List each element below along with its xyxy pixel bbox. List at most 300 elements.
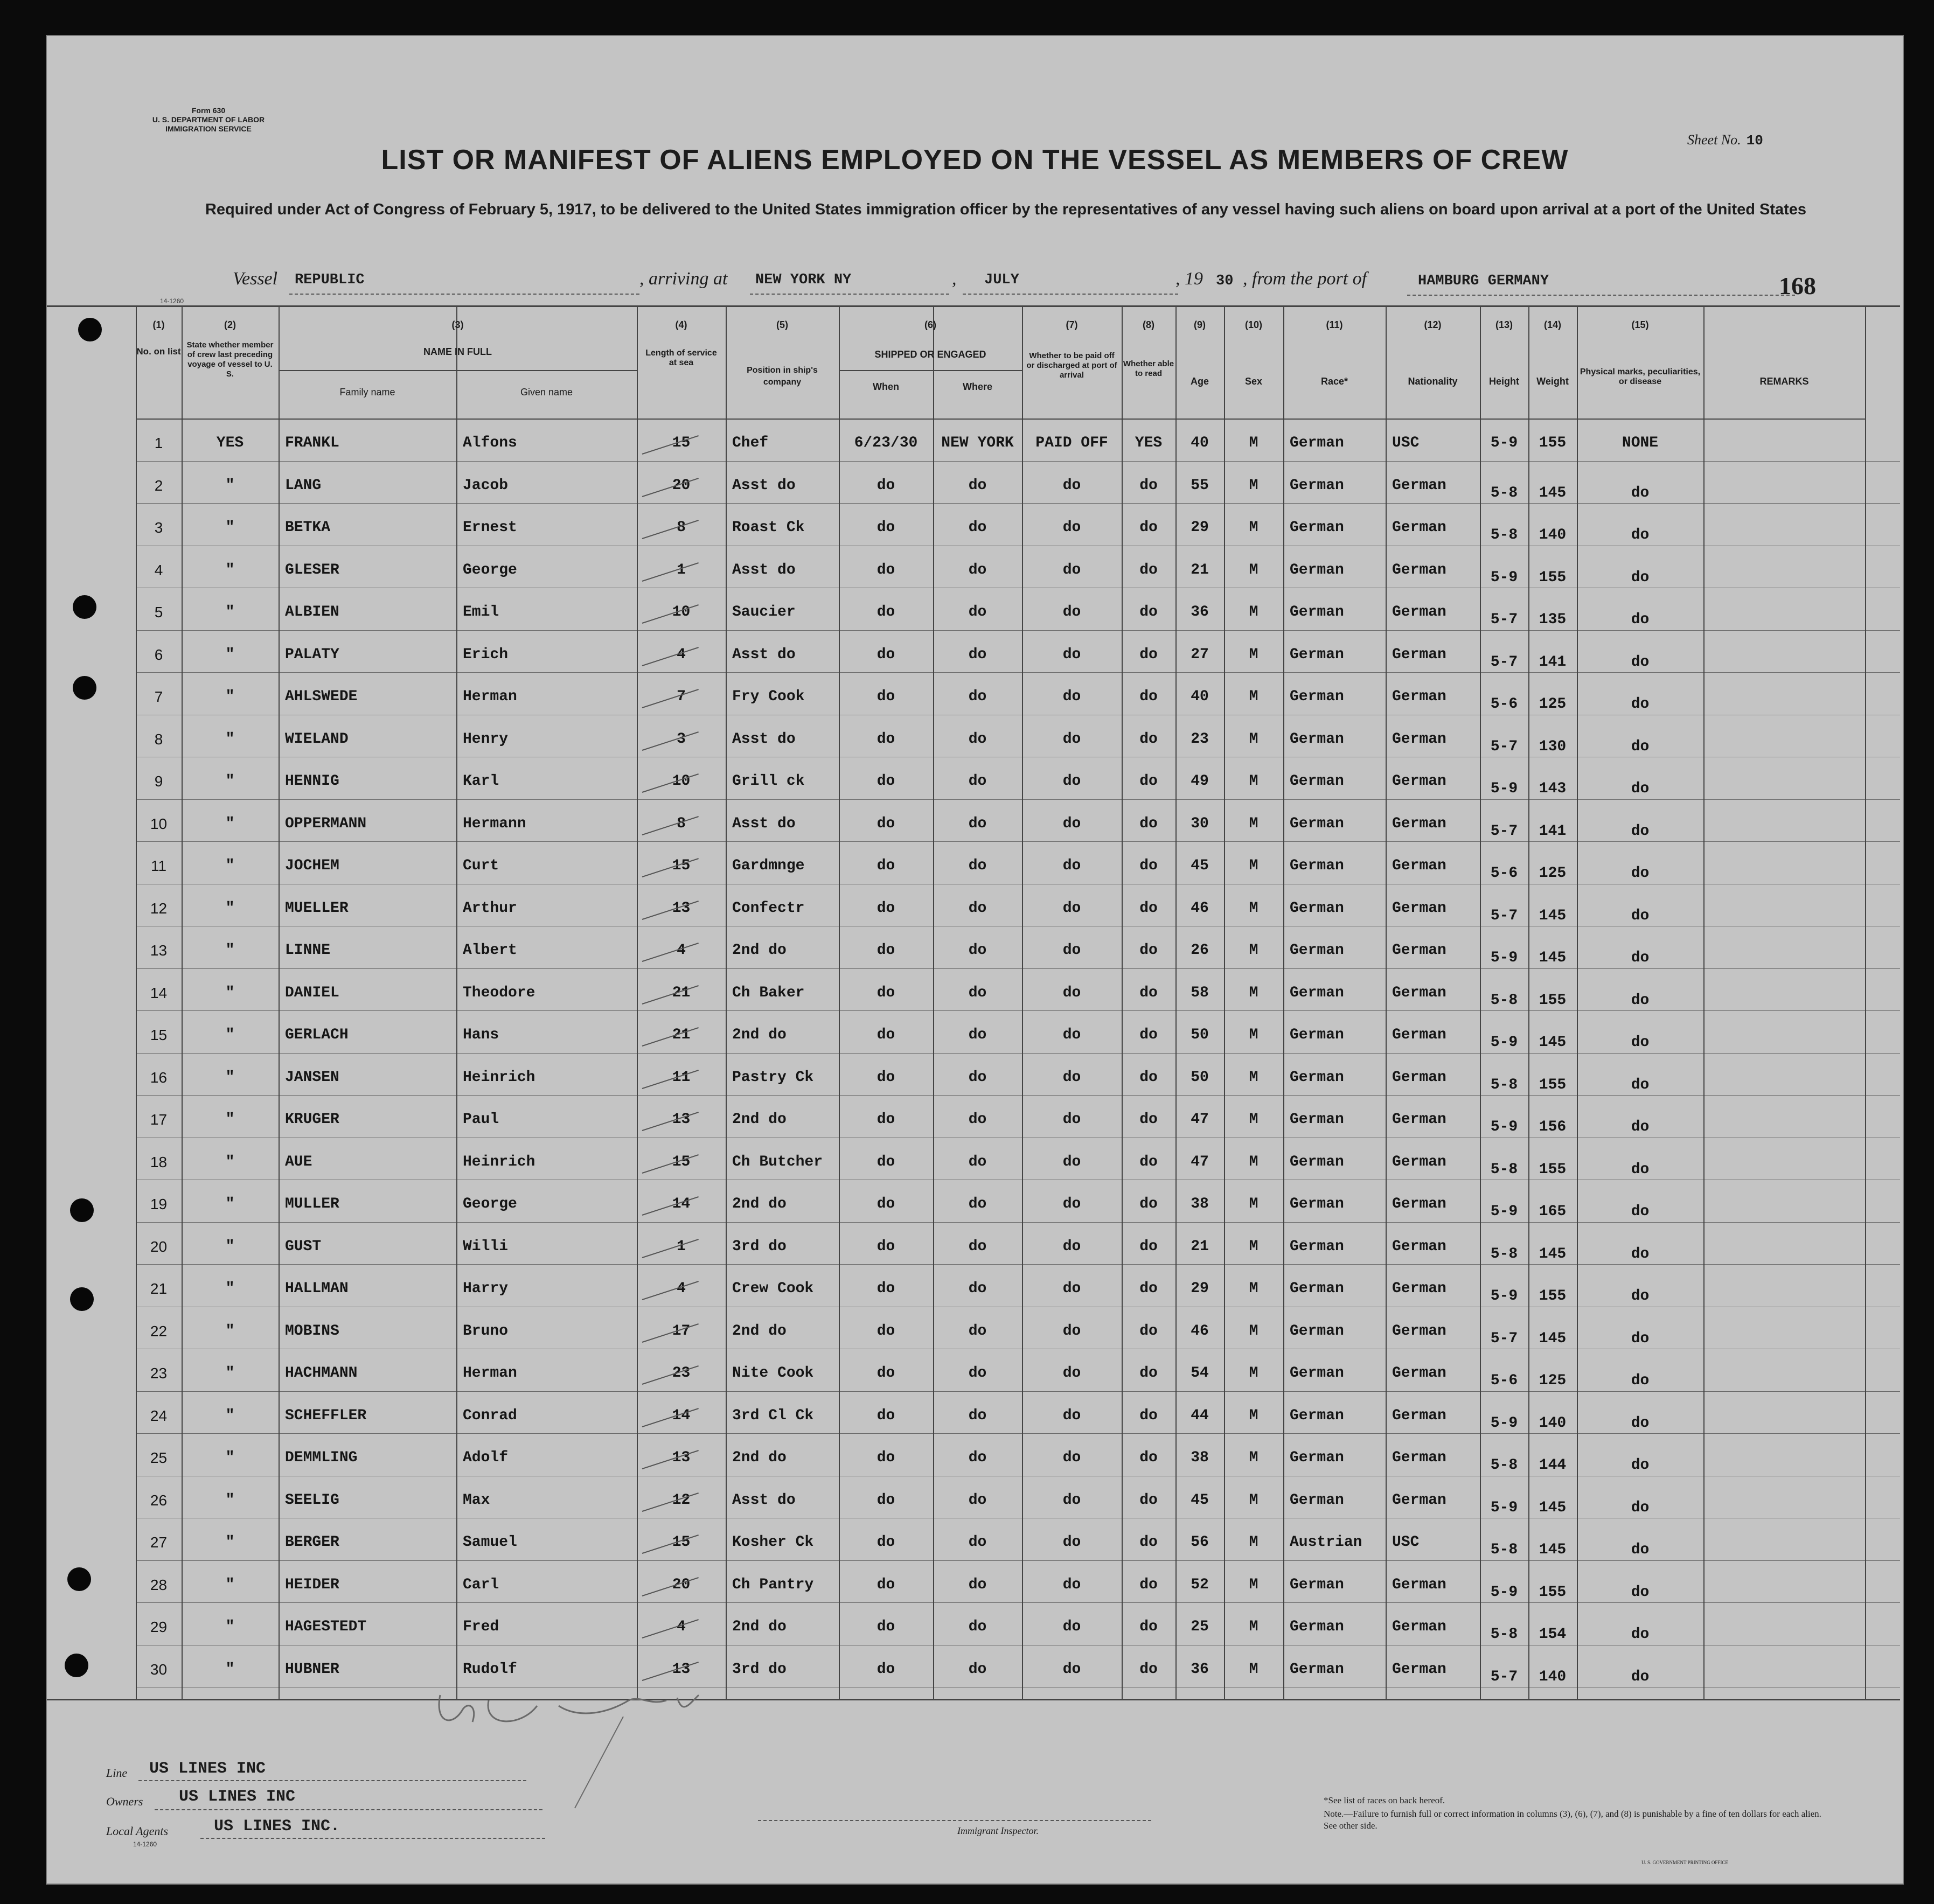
- cell-sex: M: [1249, 730, 1258, 748]
- cell-age: 45: [1191, 857, 1209, 874]
- cell-given: Heinrich: [463, 1153, 535, 1170]
- cell-family: SCHEFFLER: [285, 1407, 367, 1424]
- cell-weight: 154: [1539, 1626, 1567, 1643]
- cell-paid: do: [1062, 1661, 1081, 1678]
- cell-weight: 141: [1539, 653, 1567, 671]
- cell-given: Samuel: [463, 1534, 517, 1551]
- cell-marks: do: [1631, 527, 1650, 543]
- cell-paid: do: [1062, 1027, 1081, 1043]
- pencil-tick-mark: [642, 1619, 699, 1638]
- cell-height: 5-8: [1490, 1542, 1518, 1558]
- cell-when: do: [876, 604, 895, 620]
- cell-when: do: [876, 1238, 895, 1255]
- cell-read: do: [1139, 1196, 1158, 1212]
- cell-prev: ": [225, 1153, 235, 1170]
- cell-sex: M: [1249, 1576, 1258, 1593]
- cell-paid: do: [1062, 1196, 1081, 1212]
- col-num-11: (11): [1326, 319, 1343, 330]
- column-rule: [1480, 305, 1481, 1699]
- header-remarks: REMARKS: [1759, 376, 1809, 387]
- cell-given: Erich: [463, 646, 509, 663]
- cell-marks: do: [1631, 1457, 1650, 1474]
- col-num-12: (12): [1424, 319, 1442, 330]
- inspector-signature: [397, 1684, 747, 1824]
- cell-weight: 155: [1539, 1076, 1567, 1093]
- cell-no: 8: [154, 730, 163, 748]
- cell-paid: PAID OFF: [1035, 435, 1108, 451]
- cell-race: German: [1290, 688, 1344, 705]
- cell-when: do: [876, 1027, 895, 1043]
- cell-age: 23: [1191, 730, 1209, 748]
- cell-no: 12: [150, 899, 168, 917]
- cell-sex: M: [1249, 1027, 1258, 1043]
- cell-when: do: [876, 773, 895, 790]
- cell-read: do: [1139, 1280, 1158, 1297]
- cell-prev: ": [225, 1619, 235, 1635]
- column-rule: [839, 305, 840, 1699]
- cell-sex: M: [1249, 1238, 1258, 1255]
- cell-read: do: [1139, 730, 1158, 748]
- cell-age: 49: [1191, 773, 1209, 790]
- cell-marks: do: [1631, 950, 1650, 966]
- vessel-label: Vessel: [233, 269, 278, 289]
- cell-sex: M: [1249, 1449, 1258, 1466]
- cell-height: 5-6: [1490, 865, 1518, 882]
- column-rule: [279, 305, 280, 1699]
- agents-value: US LINES INC.: [214, 1817, 340, 1836]
- column-rule: [726, 305, 727, 1699]
- cell-no: 1: [154, 435, 163, 451]
- cell-race: Austrian: [1290, 1534, 1362, 1551]
- column-rule: [136, 305, 137, 1699]
- cell-marks: do: [1631, 1330, 1650, 1347]
- cell-given: George: [463, 561, 517, 578]
- cell-service: 20: [672, 477, 691, 494]
- row-rule: [136, 1391, 1900, 1392]
- cell-race: German: [1290, 857, 1344, 874]
- cell-prev: ": [225, 899, 235, 917]
- form-identifier: [128, 106, 289, 134]
- column-rule: [1386, 305, 1387, 1699]
- cell-read: do: [1139, 1491, 1158, 1509]
- cell-family: SEELIG: [285, 1491, 339, 1509]
- cell-marks: do: [1631, 1203, 1650, 1220]
- cell-weight: 141: [1539, 822, 1567, 840]
- punch-hole: [70, 1198, 94, 1222]
- cell-where: do: [968, 1027, 987, 1043]
- cell-prev: ": [225, 1491, 235, 1509]
- cell-weight: 143: [1539, 780, 1567, 797]
- cell-age: 38: [1191, 1449, 1209, 1466]
- cell-age: 50: [1191, 1027, 1209, 1043]
- cell-nat: German: [1392, 730, 1446, 748]
- cell-race: German: [1290, 899, 1344, 917]
- cell-no: 15: [150, 1027, 168, 1043]
- cell-prev: ": [225, 1238, 235, 1255]
- cell-where: do: [968, 1534, 987, 1551]
- cell-no: 18: [150, 1153, 168, 1170]
- cell-marks: do: [1631, 1245, 1650, 1263]
- cell-given: Willi: [463, 1238, 509, 1255]
- cell-age: 46: [1191, 899, 1209, 917]
- col-num-7: (7): [1066, 319, 1078, 330]
- cell-where: do: [968, 604, 987, 620]
- cell-race: German: [1290, 730, 1344, 748]
- col-num-4: (4): [675, 319, 687, 330]
- header-when: When: [873, 381, 899, 392]
- cell-read: do: [1139, 1365, 1158, 1382]
- cell-position: Ch Baker: [732, 984, 805, 1001]
- cell-prev: ": [225, 1196, 235, 1212]
- cell-position: Asst do: [732, 561, 796, 578]
- cell-age: 29: [1191, 519, 1209, 536]
- cell-when: do: [876, 899, 895, 917]
- cell-position: Nite Cook: [732, 1365, 814, 1382]
- column-rule: [1528, 305, 1529, 1699]
- header-weight: Weight: [1536, 376, 1569, 387]
- cell-nat: German: [1392, 1576, 1446, 1593]
- cell-age: 52: [1191, 1576, 1209, 1593]
- cell-where: do: [968, 1238, 987, 1255]
- cell-sex: M: [1249, 561, 1258, 578]
- cell-no: 14: [150, 984, 168, 1001]
- cell-service: 3: [677, 730, 686, 748]
- cell-where: do: [968, 1069, 987, 1086]
- cell-marks: do: [1631, 865, 1650, 882]
- cell-service: 13: [672, 1449, 691, 1466]
- cell-where: do: [968, 1322, 987, 1340]
- cell-prev: ": [225, 1322, 235, 1340]
- cell-service: 1: [677, 1238, 686, 1255]
- cell-where: do: [968, 561, 987, 578]
- cell-no: 13: [150, 942, 168, 959]
- cell-nat: German: [1392, 773, 1446, 790]
- cell-given: Carl: [463, 1576, 499, 1593]
- cell-weight: 145: [1539, 1034, 1567, 1051]
- cell-when: do: [876, 1069, 895, 1086]
- cell-when: do: [876, 1491, 895, 1509]
- cell-read: do: [1139, 1069, 1158, 1086]
- cell-service: 13: [672, 1111, 691, 1128]
- cell-position: 2nd do: [732, 1322, 787, 1340]
- cell-position: Ch Butcher: [732, 1153, 823, 1170]
- cell-service: 4: [677, 1619, 686, 1635]
- cell-height: 5-6: [1490, 696, 1518, 713]
- cell-paid: do: [1062, 1322, 1081, 1340]
- cell-weight: 155: [1539, 435, 1567, 451]
- cell-paid: do: [1062, 1619, 1081, 1635]
- header-age: Age: [1190, 376, 1209, 387]
- row-rule: [136, 1602, 1900, 1603]
- cell-service: 4: [677, 646, 686, 663]
- cell-where: do: [968, 942, 987, 959]
- sheet-value: 10: [1746, 132, 1763, 149]
- col-num-2: (2): [224, 319, 236, 330]
- races-note: *See list of races on back hereof.: [1324, 1795, 1445, 1805]
- cell-race: German: [1290, 477, 1344, 494]
- cell-given: Adolf: [463, 1449, 509, 1466]
- cell-height: 5-7: [1490, 1668, 1518, 1685]
- cell-read: do: [1139, 604, 1158, 620]
- pencil-tick-mark: [642, 1281, 699, 1300]
- cell-nat: German: [1392, 815, 1446, 832]
- cell-paid: do: [1062, 688, 1081, 705]
- cell-height: 5-9: [1490, 1203, 1518, 1220]
- cell-service: 8: [677, 519, 686, 536]
- cell-paid: do: [1062, 773, 1081, 790]
- col-num-15: (15): [1631, 319, 1649, 330]
- cell-read: do: [1139, 646, 1158, 663]
- cell-marks: do: [1631, 653, 1650, 671]
- cell-when: 6/23/30: [854, 435, 918, 451]
- cell-age: 55: [1191, 477, 1209, 494]
- cell-service: 17: [672, 1322, 691, 1340]
- cell-prev: ": [225, 1449, 235, 1466]
- header-family-name: Family name: [339, 387, 395, 397]
- cell-given: Herman: [463, 688, 517, 705]
- cell-weight: 145: [1539, 484, 1567, 501]
- from-port: HAMBURG GERMANY: [1418, 273, 1549, 289]
- punch-hole: [67, 1567, 91, 1591]
- cell-family: LANG: [285, 477, 322, 494]
- cell-where: do: [968, 1111, 987, 1128]
- cell-position: 3rd do: [732, 1661, 787, 1678]
- cell-service: 11: [672, 1069, 691, 1086]
- cell-read: do: [1139, 1027, 1158, 1043]
- cell-height: 5-8: [1490, 1076, 1518, 1093]
- cell-age: 21: [1191, 1238, 1209, 1255]
- subtitle: Required under Act of Congress of February 5, 1917, to be delivered to the United States immigration officer by the representatives of any vessel having such aliens on board upon arrival at a port of the United States: [205, 201, 1807, 218]
- cell-where: do: [968, 1449, 987, 1466]
- cell-weight: 145: [1539, 1330, 1567, 1347]
- cell-family: HEIDER: [285, 1576, 339, 1593]
- cell-prev: ": [225, 1069, 235, 1086]
- cell-prev: ": [225, 604, 235, 620]
- cell-marks: do: [1631, 1372, 1650, 1389]
- cell-age: 56: [1191, 1534, 1209, 1551]
- cell-height: 5-9: [1490, 435, 1518, 451]
- cell-paid: do: [1062, 561, 1081, 578]
- cell-family: WIELAND: [285, 730, 349, 748]
- cell-weight: 145: [1539, 1542, 1567, 1558]
- cell-service: 14: [672, 1196, 691, 1212]
- cell-nat: German: [1392, 1153, 1446, 1170]
- cell-no: 17: [150, 1111, 168, 1128]
- cell-service: 13: [672, 899, 691, 917]
- header-sex: Sex: [1244, 376, 1263, 387]
- cell-read: do: [1139, 1153, 1158, 1170]
- cell-when: do: [876, 1407, 895, 1424]
- cell-race: German: [1290, 1449, 1344, 1466]
- cell-no: 7: [154, 688, 163, 705]
- form-number: Form 630: [191, 106, 226, 115]
- pencil-tick-mark: [642, 731, 699, 751]
- cell-height: 5-8: [1490, 484, 1518, 501]
- cell-paid: do: [1062, 1491, 1081, 1509]
- cell-where: do: [968, 1661, 987, 1678]
- cell-given: Hans: [463, 1027, 499, 1043]
- cell-marks: do: [1631, 1119, 1650, 1135]
- cell-nat: German: [1392, 477, 1446, 494]
- cell-weight: 156: [1539, 1119, 1567, 1135]
- cell-race: German: [1290, 1069, 1344, 1086]
- cell-prev: ": [225, 561, 235, 578]
- cell-position: 2nd do: [732, 1449, 787, 1466]
- cell-no: 27: [150, 1534, 168, 1551]
- cell-paid: do: [1062, 1449, 1081, 1466]
- cell-given: George: [463, 1196, 517, 1212]
- cell-when: do: [876, 1534, 895, 1551]
- cell-weight: 165: [1539, 1203, 1567, 1220]
- cell-age: 44: [1191, 1407, 1209, 1424]
- cell-family: JOCHEM: [285, 857, 339, 874]
- cell-sex: M: [1249, 984, 1258, 1001]
- cell-no: 6: [154, 646, 163, 663]
- cell-marks: NONE: [1622, 435, 1659, 451]
- col-num-6: (6): [924, 319, 936, 330]
- cell-when: do: [876, 1280, 895, 1297]
- cell-age: 47: [1191, 1153, 1209, 1170]
- cell-prev: ": [225, 730, 235, 748]
- cell-weight: 155: [1539, 992, 1567, 1009]
- cell-prev: ": [225, 773, 235, 790]
- cell-when: do: [876, 1111, 895, 1128]
- cell-age: 46: [1191, 1322, 1209, 1340]
- year-prefix: , 19: [1175, 269, 1203, 289]
- cell-read: do: [1139, 857, 1158, 874]
- cell-marks: do: [1631, 907, 1650, 924]
- cell-age: 36: [1191, 604, 1209, 620]
- cell-sex: M: [1249, 435, 1258, 451]
- from-label: , from the port of: [1243, 269, 1367, 289]
- cell-read: do: [1139, 1661, 1158, 1678]
- cell-position: Gardmnge: [732, 857, 805, 874]
- cell-position: Roast Ck: [732, 519, 805, 536]
- cell-when: do: [876, 477, 895, 494]
- row-rule: [136, 968, 1900, 969]
- cell-race: German: [1290, 1661, 1344, 1678]
- column-rule: [1022, 305, 1023, 1699]
- row-rule: [136, 503, 1900, 504]
- cell-prev: ": [225, 477, 235, 494]
- arrival-year: 30: [1216, 273, 1234, 289]
- cell-no: 29: [150, 1619, 168, 1635]
- cell-race: German: [1290, 1619, 1344, 1635]
- cell-where: do: [968, 1619, 987, 1635]
- cell-race: German: [1290, 1365, 1344, 1382]
- cell-position: Grill ck: [732, 773, 805, 790]
- cell-height: 5-9: [1490, 1584, 1518, 1601]
- cell-when: do: [876, 1576, 895, 1593]
- cell-sex: M: [1249, 773, 1258, 790]
- cell-service: 20: [672, 1576, 691, 1593]
- col-num-8: (8): [1143, 319, 1154, 330]
- cell-age: 27: [1191, 646, 1209, 663]
- cell-no: 9: [154, 773, 163, 790]
- line-value: US LINES INC: [149, 1760, 266, 1778]
- cell-race: German: [1290, 984, 1344, 1001]
- cell-given: Heinrich: [463, 1069, 535, 1086]
- cell-prev: ": [225, 1576, 235, 1593]
- cell-family: FRANKL: [285, 435, 339, 451]
- sheet-label: Sheet No.: [1687, 132, 1741, 148]
- cell-family: ALBIEN: [285, 604, 339, 620]
- cell-no: 10: [150, 815, 168, 832]
- column-rule: [1224, 305, 1225, 1699]
- cell-sex: M: [1249, 1280, 1258, 1297]
- cell-nat: German: [1392, 561, 1446, 578]
- cell-read: do: [1139, 1534, 1158, 1551]
- cell-when: do: [876, 942, 895, 959]
- cell-no: 5: [154, 604, 163, 620]
- cell-service: 21: [672, 984, 691, 1001]
- cell-age: 26: [1191, 942, 1209, 959]
- row-rule: [136, 1560, 1900, 1561]
- cell-prev: ": [225, 1365, 235, 1382]
- cell-position: Asst do: [732, 646, 796, 663]
- cell-given: Hermann: [463, 815, 526, 832]
- arriving-label: , arriving at: [639, 269, 728, 289]
- cell-weight: 140: [1539, 1668, 1567, 1685]
- cell-prev: ": [225, 815, 235, 832]
- cell-where: do: [968, 899, 987, 917]
- cell-paid: do: [1062, 519, 1081, 536]
- cell-weight: 145: [1539, 950, 1567, 966]
- cell-paid: do: [1062, 1111, 1081, 1128]
- cell-age: 54: [1191, 1365, 1209, 1382]
- cell-paid: do: [1062, 1153, 1081, 1170]
- cell-given: Conrad: [463, 1407, 517, 1424]
- penalty-note: Note.—Failure to furnish full or correct information in columns (3), (6), (7), and (8) is punishable by a fine of ten dollars for each alien. See other side.: [1324, 1809, 1821, 1831]
- cell-family: KRUGER: [285, 1111, 339, 1128]
- cell-race: German: [1290, 604, 1344, 620]
- cell-height: 5-9: [1490, 1034, 1518, 1051]
- cell-family: AUE: [285, 1153, 312, 1170]
- cell-race: German: [1290, 435, 1344, 451]
- cell-sex: M: [1249, 857, 1258, 874]
- column-rule: [1577, 305, 1578, 1699]
- cell-age: 40: [1191, 688, 1209, 705]
- cell-age: 40: [1191, 435, 1209, 451]
- cell-nat: USC: [1392, 435, 1420, 451]
- cell-service: 4: [677, 942, 686, 959]
- cell-no: 25: [150, 1449, 168, 1466]
- cell-read: do: [1139, 561, 1158, 578]
- pencil-tick-mark: [642, 943, 699, 962]
- cell-weight: 140: [1539, 527, 1567, 543]
- cell-read: do: [1139, 773, 1158, 790]
- cell-paid: do: [1062, 604, 1081, 620]
- arrival-port: NEW YORK NY: [755, 272, 852, 288]
- cell-no: 30: [150, 1661, 168, 1678]
- cell-position: 3rd do: [732, 1238, 787, 1255]
- cell-no: 26: [150, 1491, 168, 1509]
- cell-nat: German: [1392, 1449, 1446, 1466]
- cell-sex: M: [1249, 604, 1258, 620]
- cell-prev: YES: [216, 435, 244, 451]
- cell-nat: German: [1392, 519, 1446, 536]
- cell-position: Confectr: [732, 899, 805, 917]
- inspector-label: Immigrant Inspector.: [957, 1825, 1039, 1836]
- cell-marks: do: [1631, 1584, 1650, 1601]
- cell-paid: do: [1062, 1238, 1081, 1255]
- cell-family: OPPERMANN: [285, 815, 367, 832]
- cell-weight: 125: [1539, 1372, 1567, 1389]
- cell-where: do: [968, 519, 987, 536]
- cell-where: do: [968, 646, 987, 663]
- cell-race: German: [1290, 1238, 1344, 1255]
- form-code-bottom: 14-1260: [133, 1840, 157, 1848]
